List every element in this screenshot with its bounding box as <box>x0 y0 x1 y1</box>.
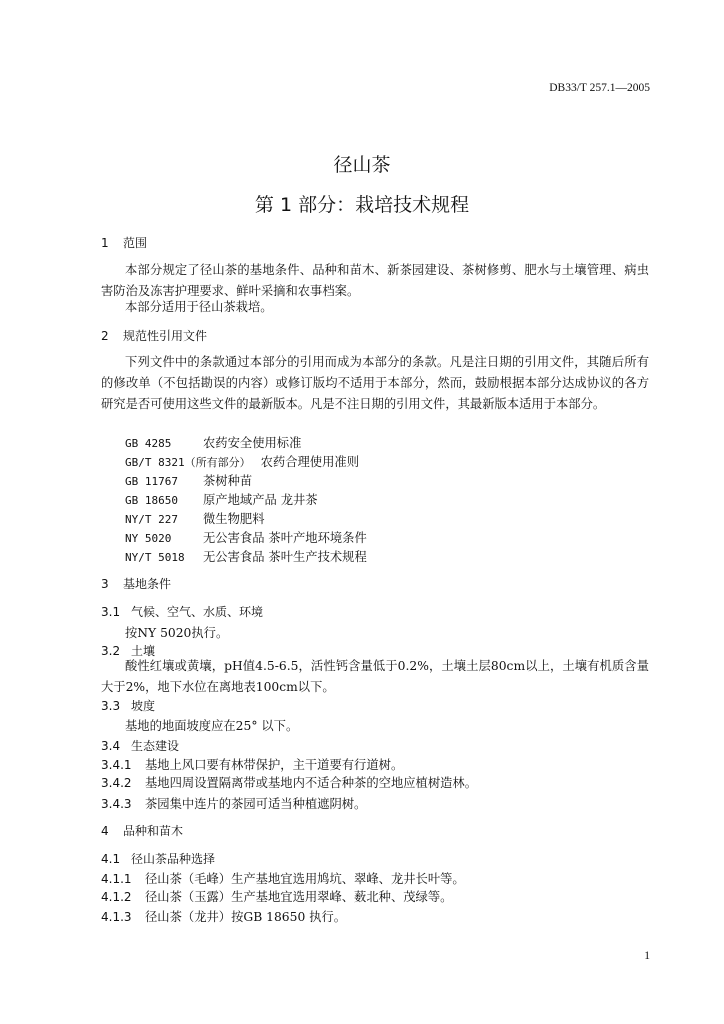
reference-name: 原产地域产品 龙井茶 <box>203 493 318 507</box>
section-number: 1 <box>101 236 109 250</box>
section-number: 3 <box>101 577 109 591</box>
section-number: 2 <box>101 329 109 343</box>
clause-3-4-3 <box>101 794 366 812</box>
clause-text: 径山茶（毛峰）生产基地宜选用鸠坑、翠峰、龙井长叶等。 <box>145 872 465 886</box>
clause-4-1-3 <box>101 907 346 925</box>
clause-text: 基地四周设置隔离带或基地内不适合种茶的空地应植树造林。 <box>145 776 478 790</box>
paragraph: 本部分规定了径山茶的基地条件、品种和苗木、新茶园建设、茶树修剪、肥水与土壤管理、病虫害防治及冻害护理要求、鲜叶采摘和农事档案。 <box>101 263 649 298</box>
reference-item <box>125 452 359 470</box>
paragraph: 按NY 5020执行。 <box>125 626 229 640</box>
reference-name: 茶树种苗 <box>203 474 253 488</box>
reference-name: 微生物肥料 <box>203 512 265 526</box>
reference-name: 农药合理使用准则 <box>260 455 359 469</box>
reference-code: GB/T 8321（所有部分） <box>125 456 251 469</box>
section-number: 3.4.2 <box>101 776 132 790</box>
document-title: 径山茶 <box>333 154 391 176</box>
section-number: 3.1 <box>101 605 121 619</box>
reference-code: GB 11767 <box>125 475 178 488</box>
section-title: 品种和苗木 <box>123 824 184 838</box>
reference-code: NY/T 5018 <box>125 551 185 564</box>
section-2-heading <box>101 327 207 344</box>
section-number: 4.1.1 <box>101 872 132 886</box>
paragraph: 基地的地面坡度应在25° 以下。 <box>125 719 299 733</box>
reference-item <box>125 509 265 527</box>
part-title: 第 1 部分：栽培技术规程 <box>254 194 470 216</box>
paragraph: 酸性红壤或黄壤，pH值4.5-6.5，活性钙含量低于0.2%，土壤土层80cm以上，土壤有机质含量大于2%，地下水位在离地表100cm以下。 <box>101 659 649 694</box>
section-number: 3.4.3 <box>101 797 132 811</box>
section-3-heading <box>101 575 171 592</box>
reference-name: 无公害食品 茶叶产地环境条件 <box>203 531 367 545</box>
clause-text: 径山茶（玉露）生产基地宜选用翠峰、薮北种、茂绿等。 <box>145 890 453 904</box>
reference-code: NY/T 227 <box>125 513 178 526</box>
section-title: 规范性引用文件 <box>123 329 208 343</box>
section-number: 4.1 <box>101 852 121 866</box>
section-title: 范围 <box>123 236 148 250</box>
clause-text: 基地上风口要有林带保护，主干道要有行道树。 <box>145 758 404 772</box>
section-number: 4.1.3 <box>101 910 132 924</box>
section-4-heading <box>101 822 183 839</box>
clause-text: 茶园集中连片的茶园可适当种植遮阴树。 <box>145 797 367 811</box>
section-number: 3.4 <box>101 739 121 753</box>
section-title: 生态建设 <box>131 739 180 753</box>
section-number: 3.3 <box>101 699 121 713</box>
reference-code: GB 4285 <box>125 437 172 450</box>
reference-item <box>125 471 252 489</box>
standard-number: DB33/T 257.1—2005 <box>549 82 650 94</box>
subsection-3-1-heading <box>101 603 263 620</box>
subsection-3-4-heading <box>101 737 179 754</box>
section-1-heading <box>101 234 147 251</box>
clause-text: 径山茶（龙井）按GB 18650 执行。 <box>145 910 347 924</box>
reference-code: NY 5020 <box>125 532 172 545</box>
reference-name: 无公害食品 茶叶生产技术规程 <box>203 550 367 564</box>
section-number: 3.2 <box>101 644 121 658</box>
reference-item <box>125 490 318 508</box>
section-number: 3.4.1 <box>101 758 132 772</box>
section-number: 4.1.2 <box>101 890 132 904</box>
section-title: 径山茶品种选择 <box>131 852 216 866</box>
section-title: 气候、空气、水质、环境 <box>131 605 264 619</box>
page-number: 1 <box>644 950 650 962</box>
clause-4-1-2 <box>101 887 452 905</box>
subsection-4-1-heading <box>101 850 215 867</box>
reference-code: GB 18650 <box>125 494 178 507</box>
paragraph: 本部分适用于径山茶栽培。 <box>125 300 273 314</box>
section-title: 土壤 <box>131 644 156 658</box>
subsection-3-3-heading <box>101 697 155 714</box>
section-title: 基地条件 <box>123 577 172 591</box>
clause-3-4-2 <box>101 773 477 791</box>
reference-item <box>125 433 301 451</box>
section-title: 坡度 <box>131 699 156 713</box>
clause-3-4-1 <box>101 755 403 773</box>
paragraph: 下列文件中的条款通过本部分的引用而成为本部分的条款。凡是注日期的引用文件，其随后所有的修改单（不包括勘误的内容）或修订版均不适用于本部分，然而，鼓励根据本部分达成协议的各方研究是否可使用这些文件的最新版本。凡是不注日期的引用文件，其最新版本适用于本部分。 <box>101 355 649 411</box>
reference-item <box>125 528 367 546</box>
reference-name: 农药安全使用标准 <box>203 436 302 450</box>
clause-4-1-1 <box>101 869 465 887</box>
section-number: 4 <box>101 824 109 838</box>
reference-item <box>125 547 367 565</box>
